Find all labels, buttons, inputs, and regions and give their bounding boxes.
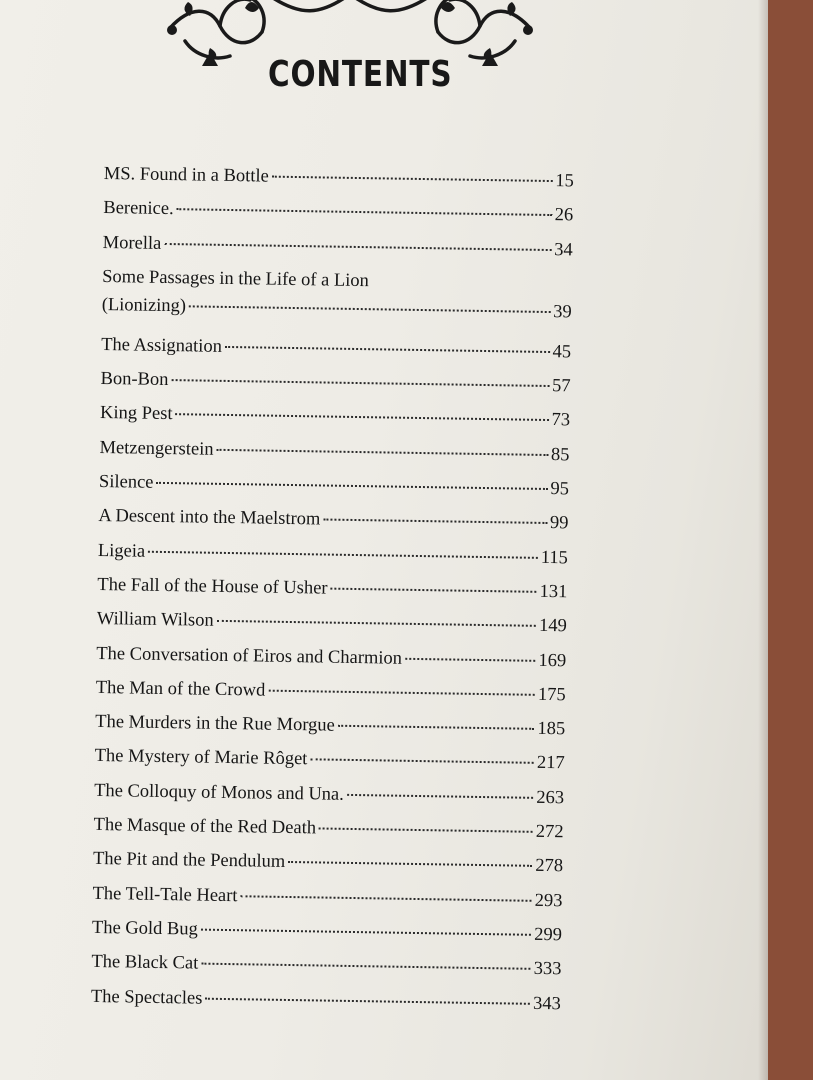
toc-title: Bon-Bon: [100, 369, 169, 391]
toc-title: William Wilson: [96, 609, 214, 632]
dot-leader: [323, 519, 547, 525]
toc-page-number: 169: [538, 650, 567, 671]
toc-title: King Pest: [99, 403, 173, 425]
toc-page-number: 299: [534, 924, 563, 946]
dot-leader: [177, 208, 552, 216]
dot-leader: [319, 828, 533, 833]
toc-title: A Descent into the Maelstrom: [98, 506, 321, 530]
toc-page-number: 95: [550, 479, 570, 500]
toc-page-number: 333: [533, 959, 562, 980]
toc-page-number: 278: [535, 856, 564, 877]
dot-leader: [217, 449, 548, 456]
dot-leader: [176, 414, 549, 422]
dot-leader: [205, 997, 530, 1004]
toc-title: The Pit and the Pendulum: [92, 849, 286, 873]
toc-title: The Man of the Crowd: [95, 677, 266, 701]
toc-page-number: 57: [551, 376, 571, 397]
toc-title: The Fall of the House of Usher: [97, 574, 328, 599]
toc-title: The Conversation of Eiros and Charmion: [96, 643, 403, 669]
toc-page-number: 131: [539, 581, 568, 603]
toc-title: (Lionizing): [101, 294, 187, 317]
toc-page-number: 217: [536, 753, 565, 774]
dot-leader: [201, 963, 530, 970]
toc-page-number: 263: [536, 787, 565, 809]
toc-page-number: 39: [553, 301, 572, 323]
toc-page-number: 26: [554, 205, 574, 226]
toc-page-number: 99: [549, 513, 569, 534]
toc-entry: [101, 267, 572, 336]
toc-title: The Gold Bug: [91, 917, 199, 940]
dot-leader: [217, 620, 536, 627]
toc-page-number: 15: [555, 171, 574, 192]
dot-leader: [310, 759, 534, 765]
dot-leader: [241, 895, 532, 902]
dot-leader: [171, 379, 549, 387]
toc-title: The Tell-Tale Heart: [92, 883, 238, 906]
toc-page-number: 45: [552, 341, 572, 363]
dot-leader: [272, 176, 553, 182]
toc-page-number: 85: [550, 444, 570, 466]
dot-leader: [225, 346, 550, 353]
dot-leader: [331, 588, 537, 593]
toc-page-number: 175: [537, 684, 566, 706]
toc-title: Berenice.: [103, 198, 174, 220]
toc-page-number: 73: [551, 410, 571, 431]
toc-page-number: 272: [535, 821, 564, 843]
toc-page-number: 185: [537, 719, 566, 740]
dot-leader: [148, 550, 538, 558]
toc-title: MS. Found in a Bottle: [103, 164, 269, 187]
toc-title: Silence: [98, 472, 154, 493]
dot-leader: [164, 243, 551, 251]
toc-title: The Murders in the Rue Morgue: [95, 712, 335, 736]
toc-title: Ligeia: [97, 540, 146, 562]
dot-leader: [288, 861, 532, 867]
dot-leader: [338, 725, 535, 730]
table-of-contents: [91, 164, 574, 1028]
toc-page-number: 343: [532, 993, 562, 1014]
toc-title: The Assignation: [101, 334, 223, 357]
toc-title: The Colloquy of Monos and Una.: [93, 780, 345, 805]
toc-title-line: Some Passages in the Life of a Lion: [102, 266, 370, 292]
toc-entry: [91, 986, 561, 1028]
toc-page-number: 115: [540, 547, 569, 569]
toc-title: The Spectacles: [90, 986, 203, 1009]
toc-title: The Masque of the Red Death: [93, 814, 317, 839]
contents-heading: CONTENTS: [268, 54, 453, 95]
dot-leader: [405, 657, 536, 661]
toc-title: Morella: [102, 232, 162, 254]
toc-title: The Black Cat: [91, 952, 199, 974]
dot-leader: [189, 305, 550, 313]
dot-leader: [347, 794, 534, 799]
toc-title: The Mystery of Marie Rôget: [94, 746, 308, 770]
dot-leader: [156, 482, 547, 490]
toc-title: Metzengerstein: [99, 437, 214, 460]
toc-page-number: 149: [538, 616, 567, 637]
dot-leader: [268, 690, 535, 696]
toc-page-number: 34: [554, 239, 573, 260]
toc-page-number: 293: [534, 890, 563, 911]
page-edge-shadow: [758, 0, 768, 1080]
dot-leader: [201, 929, 531, 936]
